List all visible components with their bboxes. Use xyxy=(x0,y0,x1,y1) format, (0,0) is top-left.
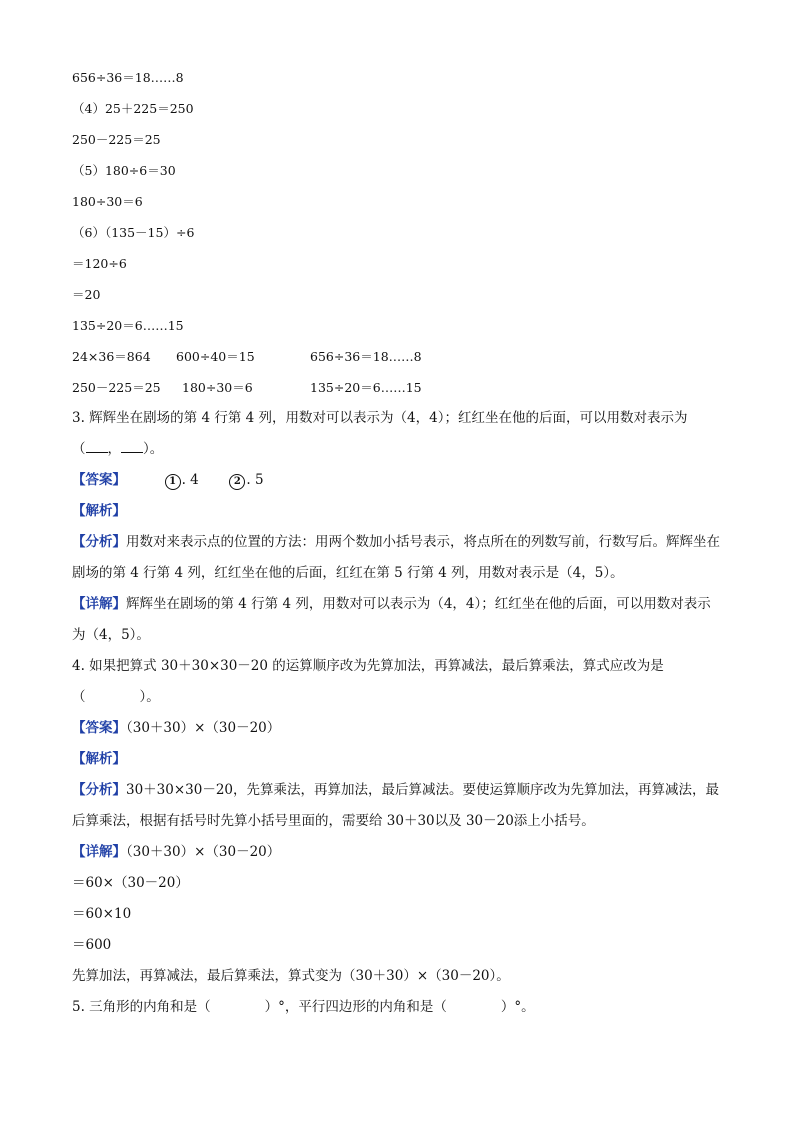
question-4-blank: （ ）。 xyxy=(72,689,160,705)
analysis-heading: 【解析】 xyxy=(72,751,126,767)
document-page xyxy=(72,62,722,1023)
circled-number-icon: 2 xyxy=(229,474,245,490)
calc-step: ＝60×（30－20） xyxy=(72,875,189,891)
answer-tag: 【答案】 xyxy=(72,472,126,488)
calc-line: ＝120÷6 xyxy=(72,256,127,271)
calc-line: 656÷36＝18……8 xyxy=(72,70,184,85)
calc-line: 135÷20＝6……15 xyxy=(72,318,184,333)
check-item: 656÷36＝18……8 xyxy=(310,349,422,364)
calc-line: （4）25＋225＝250 xyxy=(72,101,194,116)
check-item: 24×36＝864 xyxy=(72,349,151,364)
detail-paragraph: 【详解】（30＋30）×（30－20） xyxy=(72,844,281,860)
calc-line: ＝20 xyxy=(72,287,101,302)
detail-paragraph: 【详解】辉辉坐在剧场的第 4 行第 4 列，用数对可以表示为（4，4）；红红坐在他的后面，可以用数对表示为（4，5）。 xyxy=(72,596,711,643)
calc-line: 250－225＝25 xyxy=(72,132,161,147)
analysis-heading: 【解析】 xyxy=(72,503,126,519)
analysis-paragraph: 【分析】30＋30×30－20，先算乘法，再算加法，最后算减法。要使运算顺序改为先算加法，再算减法，最后算乘法，根据有括号时先算小括号里面的，需要给 30＋30以及 30－20添上小括号。 xyxy=(72,782,720,829)
check-item: 600÷40＝15 xyxy=(176,349,255,364)
conclusion: 先算加法，再算减法，最后算乘法，算式变为（30＋30）×（30－20）。 xyxy=(72,968,510,984)
question-3-blanks: （ ， ）。 xyxy=(72,441,164,457)
question-4 xyxy=(72,651,722,713)
analysis-paragraph: 【分析】用数对来表示点的位置的方法：用两个数加小括号表示，将点所在的列数写前，行数写后。辉辉坐在剧场的第 4 行第 4 列，红红坐在他的后面，红红在第 5 行第 4 列，用数对表示是（4，5）。 xyxy=(72,534,720,581)
answer-blank xyxy=(86,440,108,453)
answer-line: 【答案】 1 . 4 2 . 5 xyxy=(72,472,264,488)
answer-blank xyxy=(121,440,143,453)
question-4-text: 4. 如果把算式 30＋30×30－20 的运算顺序改为先算加法，再算减法，最后算乘法，算式应改为是 xyxy=(72,658,664,674)
question-5-text: 5. 三角形的内角和是（ ）°，平行四边形的内角和是（ ）°。 xyxy=(72,999,535,1015)
question-3 xyxy=(72,403,722,465)
calc-step: ＝600 xyxy=(72,937,112,953)
check-row xyxy=(72,341,722,372)
calc-line: （6）（135－15）÷6 xyxy=(72,225,195,240)
check-row xyxy=(72,372,722,403)
answer-line: 【答案】（30＋30）×（30－20） xyxy=(72,720,281,736)
calc-step: ＝60×10 xyxy=(72,906,132,922)
question-3-text: 3. 辉辉坐在剧场的第 4 行第 4 列，用数对可以表示为（4，4）；红红坐在他的后面，可以用数对表示为 xyxy=(72,410,688,426)
check-item: 250－225＝25 xyxy=(72,380,161,395)
circled-number-icon: 1 xyxy=(165,474,181,490)
check-item: 180÷30＝6 xyxy=(182,380,253,395)
calc-line: （5）180÷6＝30 xyxy=(72,163,176,178)
check-item: 135÷20＝6……15 xyxy=(310,380,422,395)
calc-line: 180÷30＝6 xyxy=(72,194,143,209)
